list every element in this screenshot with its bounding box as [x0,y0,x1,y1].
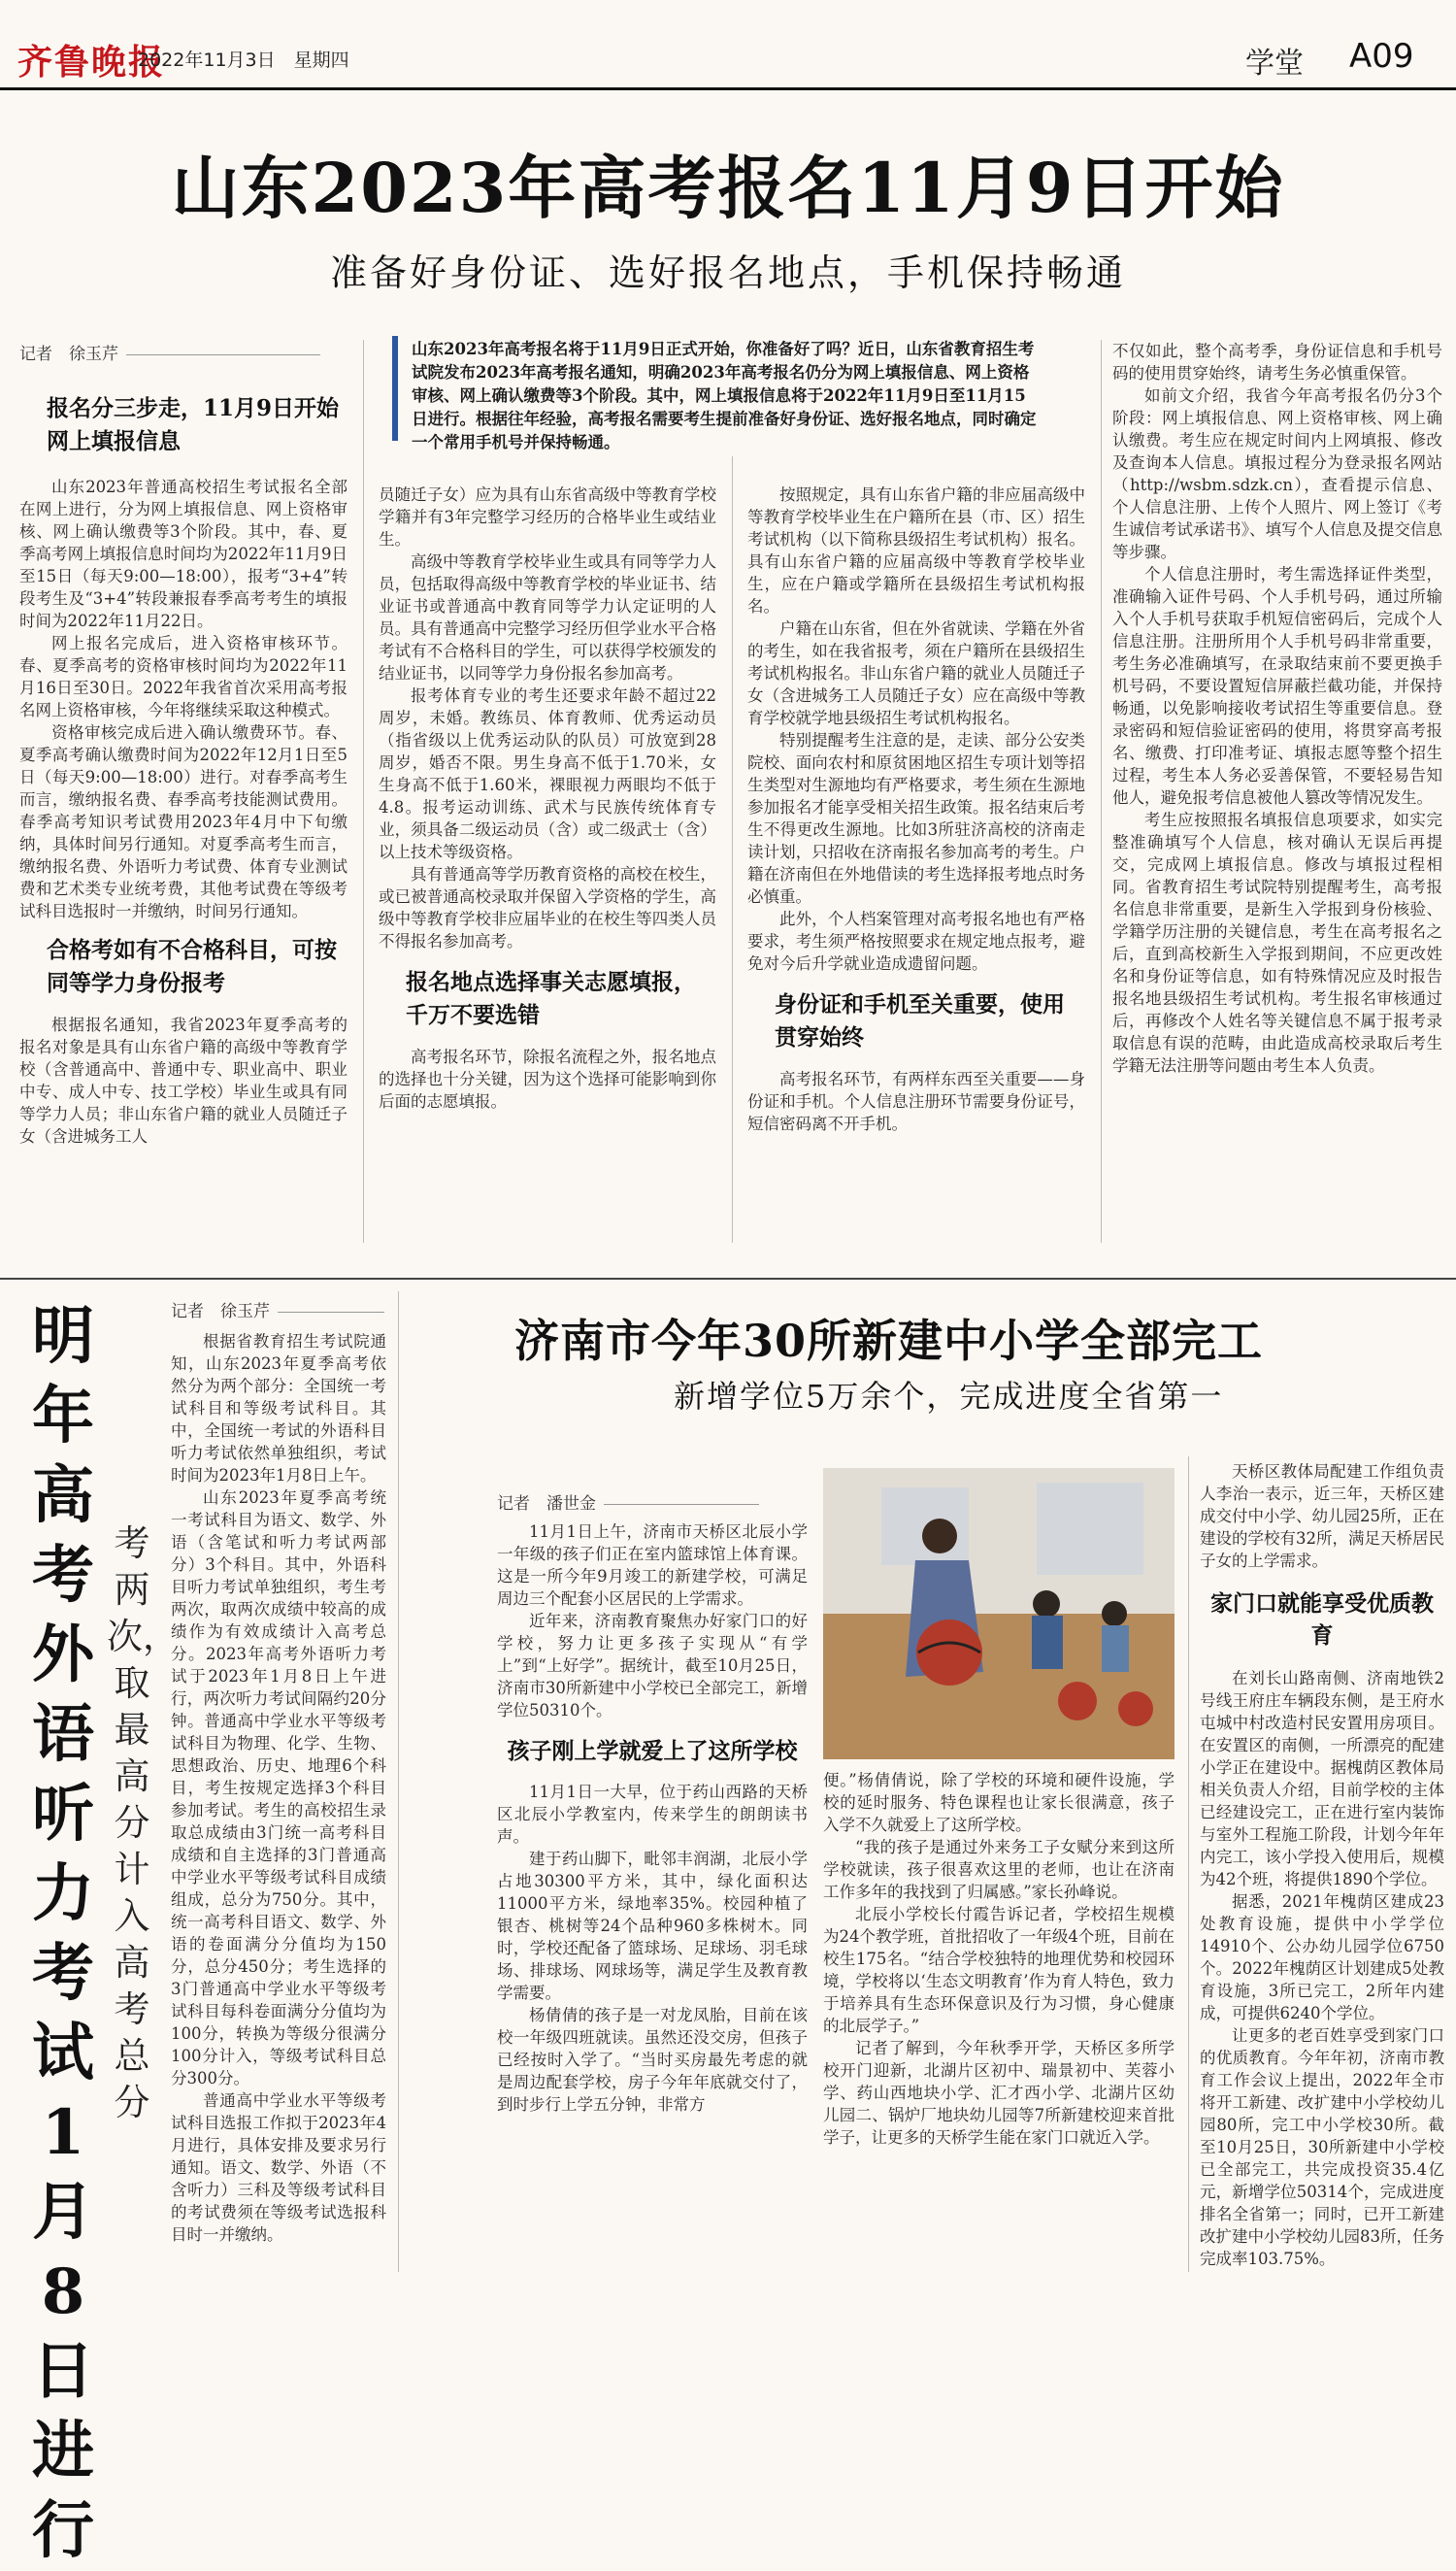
paragraph: 天桥区教体局配建工作组负责人李治一表示，近三年，天桥区建成交付中小学、幼儿园25所，正在建设的学校有32所，满足天桥居民子女的上学需求。 [1200,1462,1444,1570]
article1-column-3 [747,484,1085,1266]
article1-column-2 [379,484,716,1266]
section-separator [0,1278,1456,1280]
column-divider [363,340,364,1243]
subhead-id-and-phone: 身份证和手机至关重要，使用贯穿始终 [775,991,1065,1051]
paragraph: 考生应按照报名填报信息项要求，如实完整准确填写个人信息，核对确认无误后再提交，完成网上填报信息。修改与填报过程相同。省教育招生考试院特别提醒考生，高考报名信息非常重要，是新生入学报到身份核验、学籍学历注册的关键信息，考生在高考报名之后，直到高校新生入学报到期间，不应更改姓名和身份证等信息，如有特殊情况应及时报告报名地县级招生考试机构。考生报名审核通过后，再修改个人姓名等关键信息不属于报考录取信息有误的范畴，由此造成高校录取后考生学籍无法注册等问题由考生本人负责。 [1112,811,1442,1075]
subhead-registration-steps: 报名分三步走，11月9日开始网上填报信息 [47,395,340,454]
paragraph: 高级中等教育学校毕业生或具有同等学力人员，包括取得高级中等教育学校的毕业证书、结业证书或普通高中教育同等学力认定证明的人员。具有普通高中完整学习经历但学业水平合格考试有不合格科目的学生，可以获得学校颁发的结业证书，以同等学力身份报名参加高考。 [379,552,716,683]
paragraph: 如前文介绍，我省今年高考报名仍分3个阶段：网上填报信息、网上资格审核、网上确认缴费。考生应在规定时间内上网填报、修改及查询本人信息。填报过程分为登录报名网站（http://wsbm.sdzk.cn），查看提示信息、个人信息注册、上传个人照片、网上签订《考生诚信考试承诺书》、填写个人信息及提交信息等步骤。 [1112,386,1442,561]
paragraph: 不仅如此，整个高考季，身份证信息和手机号码的使用贯穿始终，请考生务必慎重保管。 [1112,342,1442,383]
basketball-class-photo [823,1468,1175,1759]
byline-rule [604,1504,759,1505]
article2-body [171,1330,386,2282]
masthead-logo: 齐鲁晚报 [17,42,166,83]
paragraph: 网上报名完成后，进入资格审核环节。春、夏季高考的资格审核时间均为2022年11月16日至30日。2022年我省首次采用高考报名网上资格审核，今年将继续采取这种模式。 [19,634,347,719]
page-number: A09 [1349,37,1414,76]
paragraph: 高考报名环节，有两样东西至关重要——身份证和手机。个人信息注册环节需要身份证号，短信密码离不开手机。 [747,1070,1085,1133]
article1-column-1 [19,392,347,1266]
paragraph: 11月1日上午，济南市天桥区北辰小学一年级的孩子们正在室内篮球馆上体育课。这是一所今年9月竣工的新建学校，可满足周边三个配套小区居民的上学需求。 [497,1522,808,1608]
paragraph: 按照规定，具有山东省户籍的非应届高级中等教育学校毕业生在户籍所在县（市、区）招生考试机构（以下简称县级招生考试机构）报名。具有山东省户籍的应届高级中等教育学校毕业生，应在户籍或学籍所在县级招生考试机构报名。 [747,485,1085,616]
section-name: 学堂 [1245,47,1304,81]
article3-subheadline: 新增学位5万余个，完成进度全省第一 [674,1378,1224,1415]
main-headline: 山东2023年高考报名11月9日开始 [171,148,1285,228]
column-divider [1101,340,1102,1243]
article2-vertical-subtitle: 考两次，取最高分计入高考总分 [107,1522,179,2123]
paragraph: 员随迁子女）应为具有山东省高级中等教育学校学籍并有3年完整学习经历的合格毕业生或结业生。 [379,485,716,549]
article3-headline: 济南市今年30所新建中小学全部完工 [514,1315,1264,1367]
paragraph: 建于药山脚下，毗邻丰润湖，北辰小学占地30300平方米，其中，绿化面积达11000平方米，绿地率35%。校园种植了银杏、桃树等24个品种960多株树木。同时，学校还配备了篮球场、足球场、羽毛球场、排球场、网球场等，满足学生及教育教学需要。 [497,1850,808,2002]
reporter-byline [171,1297,384,1321]
subhead-registration-location: 报名地点选择事关志愿填报，千万不要选错 [406,969,696,1028]
column-divider [398,1291,399,2272]
paragraph: 近年来，济南教育聚焦办好家门口的好学校，努力让更多孩子实现从“有学上”到“上好学”。据统计，截至10月25日，济南市30所新建中小学校已全部完工，新增学位50310个。 [497,1612,808,1720]
paragraph: 户籍在山东省，但在外省就读、学籍在外省的考生，如在我省报考，须在户籍所在县级招生考试机构报名。非山东省户籍的就业人员随迁子女（含进城务工人员随迁子女）应在高级中等教育学校就学地县级招生考试机构报名。 [747,619,1085,727]
paragraph: 山东2023年夏季高考统一考试科目为语文、数学、外语（含笔试和听力考试两部分）3个科目。其中，外语科目听力考试单独组织，考生考两次，取两次成绩中较高的成绩作为有效成绩计入高考总分。2023年高考外语听力考试于2023年1月8日上午进行，两次听力考试间隔约20分钟。普通高中学业水平等级考试科目为物理、化学、生物、思想政治、历史、地理6个科目，考生按规定选择3个科目参加考试。考生的高校招生录取总成绩由3门统一高考科目成绩和自主选择的3门普通高中学业水平等级考试科目成绩组成，总分为750分。其中，统一高考科目语文、数学、外语的卷面满分分值均为150分，总分450分；考生选择的3门普通高中学业水平等级考试科目每科卷面满分分值均为100分，转换为等级分很满分100分计入，等级考试科目总分300分。 [171,1488,386,2087]
paragraph: 报考体育专业的考生还要求年龄不超过22周岁，未婚。教练员、体育教师、优秀运动员（指省级以上优秀运动队的队员）可放宽到28周岁，婚否不限。男生身高不低于1.70米，女生身高不低于1.60米，裸眼视力两眼均不低于4.8。报考运动训练、武术与民族传统体育专业，须具备二级运动员（含）或二级武士（含）以上技术等级资格。 [379,686,716,861]
main-subheadline: 准备好身份证、选好报名地点，手机保持畅通 [329,251,1126,294]
issue-date [138,46,349,72]
reporter-byline [497,1489,759,1514]
column-divider [1188,1456,1189,2272]
subhead-equivalent-qualification: 合格考如有不合格科目，可按同等学力身份报考 [47,937,337,996]
article2-vertical-title: 明年高考外语听力考试1月8日进行 [32,1300,94,2567]
column-divider [732,456,733,1243]
paragraph: 便。”杨倩倩说，除了学校的环境和硬件设施，学校的延时服务、特色课程也让家长很满意，孩子入学不久就爱上了这所学校。 [823,1771,1175,1834]
paragraph: 让更多的老百姓享受到家门口的优质教育。今年年初，济南市教育工作会议上提出，2022年全市将开工新建、改扩建中小学校幼儿园80所，完工中小学校30所。截至10月25日，30所新建中小学校已全部完工，共完成投资35.4亿元，新增学位50314个，完成进度排名全省第一；同时，已开工新建改扩建中小学校幼儿园83所，任务完成率103.75%。 [1200,2026,1444,2268]
reporter-name: 记者 徐玉芹 [171,1302,270,1321]
header-rule [0,87,1456,90]
lead-paragraph: 山东2023年高考报名将于11月9日正式开始，你准备好了吗？近日，山东省教育招生考试院发布2023年高考报名通知，明确2023年高考报名仍分为网上填报信息、网上资格审核、网上确认缴费等3个阶段。其中，网上填报信息将于2022年11月9日至11月15日进行。根据往年经验，高考报名需要考生提前准备好身份证、选好报名地点，同时确定一个常用手机号并保持畅通。 [412,340,1037,451]
article3-column-2 [823,1769,1175,2282]
paragraph: 山东2023年普通高校招生考试报名全部在网上进行，分为网上填报信息、网上资格审核、网上确认缴费等3个阶段。其中，春、夏季高考网上填报信息时间均为2022年11月9日至15日（每天9:00—18:00），报考“3+4”转段考生及“3+4”转段兼报春季高考考生的填报时间为2022年11月22日。 [19,478,347,630]
paragraph: “我的孩子是通过外来务工子女赋分来到这所学校就读，孩子很喜欢这里的老师，也让在济南工作多年的我找到了归属感。”家长孙峰说。 [823,1838,1175,1901]
paragraph: 此外，个人档案管理对高考报名地也有严格要求，考生须严格按照要求在规定地点报考，避免对今后升学就业造成遗留问题。 [747,910,1085,973]
news-photo [823,1468,1175,1759]
paragraph: 普通高中学业水平等级考试科目选报工作拟于2023年4月进行，具体安排及要求另行通知。语文、数学、外语（不含听力）三科及等级考试科目的考试费须在等级考试选报科目时一并缴纳。 [171,2091,386,2244]
date-text: 2022年11月3日 [138,50,276,71]
paragraph: 在刘长山路南侧、济南地铁2号线王府庄车辆段东侧，是王府水屯城中村改造村民安置用房项目。在安置区的南侧，一所漂亮的配建小学正在建设中。据槐荫区教体局相关负责人介绍，目前学校的主体已经建设完工，正在进行室内装饰与室外工程施工阶段，计划今年年内完工，该小学投入使用后，规模为42个班，将提供1890个学位。 [1200,1669,1444,1888]
paragraph: 具有普通高等学历教育资格的高校在校生，或已被普通高校录取并保留入学资格的学生，高级中等教育学校非应届毕业的在校生等四类人员不得报名参加高考。 [379,865,716,951]
article3-column-3 [1200,1460,1444,2282]
paragraph: 根据省教育招生考试院通知，山东2023年夏季高考依然分为两个部分：全国统一考试科目和等级考试科目。其中，全国统一考试的外语科目听力考试依然单独组织，考试时间为2023年1月8日上午。 [171,1332,386,1485]
byline-rule [278,1312,384,1313]
reporter-name: 记者 潘世金 [497,1494,596,1514]
paragraph: 杨倩倩的孩子是一对龙凤胎，目前在该校一年级四班就读。虽然还没交房，但孩子已经按时入学了。“当时买房最先考虑的就是周边配套学校，房子今年年底就交付了，到时步行上学五分钟，非常方 [497,2006,808,2114]
paragraph: 特别提醒考生注意的是，走读、部分公安类院校、面向农村和原贫困地区招生专项计划等招生类型对生源地均有严格要求，考生须在生源地参加报名才能享受相关招生政策。报名结束后考生不得更改生源地。比如3所驻济高校的济南走读计划，只招收在济南报名参加高考的考生。户籍在济南但在外地借读的考生选择报考地点时务必慎重。 [747,731,1085,906]
weekday-text: 星期四 [293,50,349,71]
paragraph: 资格审核完成后进入确认缴费环节。春、夏季高考确认缴费时间为2022年12月1日至5日（每天9:00—18:00）进行。对春季高考生而言，缴纳报名费、春季高考技能测试费用。春季高考知识考试费用2023年4月中下旬缴纳，具体时间另行通知。对夏季高考生而言，缴纳报名费、外语听力考试费、体育专业测试费和艺术类专业统考费，其他考试费在等级考试科目选报时一并缴纳，时间另行通知。 [19,723,347,920]
paragraph: 个人信息注册时，考生需选择证件类型，准确输入证件号码、个人手机号码，通过所输入个人手机号获取手机短信密码后，完成个人信息注册。注册所用个人手机号码非常重要，考生务必准确填写，在录取结束前不要更换手机号码，不要设置短信屏蔽拦截功能，并保持畅通，以免影响接收考试招生等重要信息。登录密码和短信验证密码的使用，将贯穿高考报名、缴费、打印准考证、填报志愿等整个招生过程，考生本人务必妥善保管，不要轻易告知他人，避免报考信息被他人篡改等情况发生。 [1112,565,1442,807]
subhead-children-love-school: 孩子刚上学就爱上了这所学校 [507,1738,798,1764]
byline-rule [126,354,320,355]
paragraph: 高考报名环节，除报名流程之外，报名地点的选择也十分关键，因为这个选择可能影响到你后面的志愿填报。 [379,1048,716,1111]
subhead-quality-education-nearby: 家门口就能享受优质教育 [1210,1590,1434,1649]
reporter-byline [19,340,320,364]
paragraph: 北辰小学校长付霞告诉记者，学校招生规模为24个教学班，首批招收了一年级4个班，目前在校生175名。“结合学校独特的地理优势和校园环境，学校将以‘生态文明教育’作为育人特色，致力于培养具有生态环保意识及行为习惯，身心健康的北辰学子。” [823,1905,1175,2035]
paragraph: 根据报名通知，我省2023年夏季高考的报名对象是具有山东省户籍的高级中等教育学校（含普通高中、普通中专、职业高中、职业中专、成人中专、技工学校）毕业生或具有同等学力人员；非山东省户籍的就业人员随迁子女（含进城务工人 [19,1016,347,1146]
reporter-name: 记者 徐玉芹 [19,345,118,364]
paragraph: 记者了解到，今年秋季开学，天桥区多所学校开门迎新，北湖片区初中、瑞景初中、芙蓉小学、药山西地块小学、汇才西小学、北湖片区幼儿园二、锅炉厂地块幼儿园等7所新建校迎来首批学子，让更多的天桥学生能在家门口就近入学。 [823,2039,1175,2147]
article1-column-4 [1112,340,1442,1266]
article3-column-1 [497,1520,808,2282]
paragraph: 据悉，2021年槐荫区建成23处教育设施，提供中小学学位14910个、公办幼儿园学位6750个。2022年槐荫区计划建成5处教育设施，3所已完工，2所年内建成，可提供6240个学位。 [1200,1892,1444,2022]
paragraph: 11月1日一大早，位于药山西路的天桥区北辰小学教室内，传来学生的朗朗读书声。 [497,1783,808,1846]
